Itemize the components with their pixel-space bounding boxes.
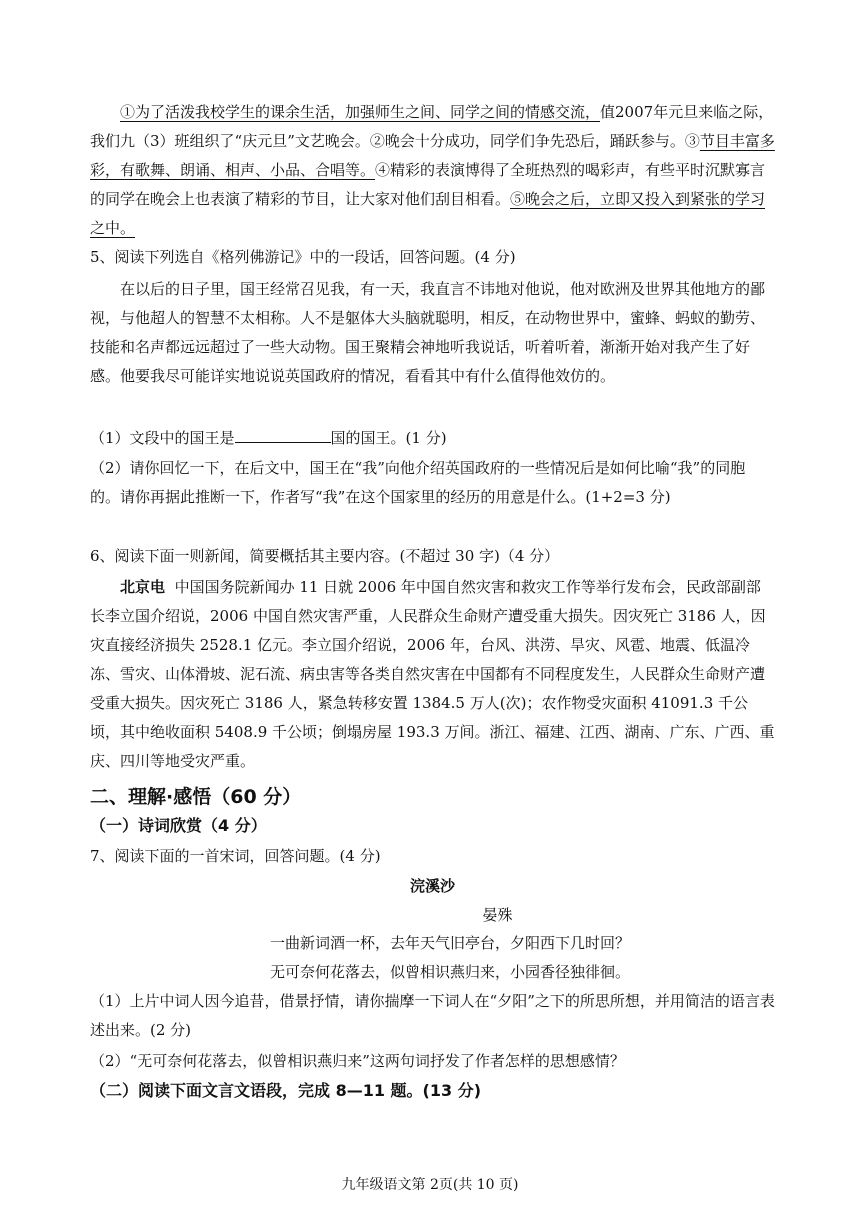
answer-blank[interactable] [235, 426, 331, 443]
section-2-heading: 二、理解·感悟（60 分） [90, 786, 302, 808]
paragraph-revision [90, 98, 775, 243]
poem-line-1: 一曲新词酒一杯，去年天气旧亭台，夕阳西下几时回？ [269, 934, 630, 952]
part-1-heading: （一）诗词欣赏（4 分） [90, 816, 267, 835]
sentence-5: ⑤晚会之后，立即又投入到紧张的学习之中。 [90, 190, 766, 237]
sentence-4: ④精彩的表演博得了全班热烈的喝彩声，有些平时沉默寡言的同学在晚会上也表演了精彩的节目，让大家对他们刮目相看。 [90, 161, 766, 208]
sub-1-suffix: 国的国王。(1 分) [330, 429, 447, 447]
sentence-3: 节目丰富多彩，有歌舞、朗诵、相声、小品、合唱等。 [90, 132, 775, 179]
question-5-sub-1 [90, 424, 775, 453]
page-footer: 九年级语文第 2页(共 10 页) [341, 1177, 519, 1193]
sentence-1: ①为了活泼我校学生的课余生活，加强师生之间、同学之间的情感交流， [120, 103, 601, 121]
sentence-1-tail: 值2007年元旦来临之际，我们九（3）班组织了“庆元旦”文艺晚会。②晚会十分成功，同学们争先恐后，踊跃参与。③ [90, 103, 774, 150]
question-5-title: 5、阅读下列选自《格列佛游记》中的一段话，回答问题。(4 分) [90, 248, 516, 266]
question-6-news [90, 573, 775, 776]
question-7-sub-2: （2）“无可奈何花落去，似曾相识燕归来”这两句词抒发了作者怎样的思想感情？ [90, 1052, 625, 1070]
question-5-sub-2: （2）请你回忆一下，在后文中，国王在“我”向他介绍英国政府的一些情况后是如何比喻“我”的同胞的。请你再据此推断一下，作者写“我”在这个国家里的经历的用意是什么。(1+2=3 分) [90, 459, 746, 506]
poem-line-2: 无可奈何花落去，似曾相识燕归来，小园香径独徘徊。 [269, 963, 630, 981]
sub-1-prefix: （1）文段中的国王是 [90, 429, 235, 447]
poem-title: 浣溪沙 [409, 877, 455, 895]
part-2-heading: （二）阅读下面文言文语段，完成 8—11 题。(13 分) [90, 1081, 482, 1100]
question-5-passage: 在以后的日子里，国王经常召见我，有一天，我直言不讳地对他说，他对欧洲及世界其他地方的鄙视，与他超人的智慧不太相称。人不是躯体大头脑就聪明，相反，在动物世界中，蜜蜂、蚂蚁的勤劳、技能和名声都远远超过了一些大动物。国王聚精会神地听我说话，听着听着，渐渐开始对我产生了好感。他要我尽可能详实地说说英国政府的情况，看看其中有什么值得他效仿的。 [90, 280, 766, 385]
poem-author: 晏殊 [482, 906, 513, 924]
news-body: 中国国务院新闻办 11 日就 2006 年中国自然灾害和救灾工作等举行发布会，民政部副部长李立国介绍说，2006 中国自然灾害严重，人民群众生命财产遭受重大损失。因灾死亡 3186 人，因灾直接经济损失 2528.1 亿元。李立国介绍说，2006 年，台风、洪涝、旱灾、风雹、地震、低温冷冻、雪灾、山体滑坡、泥石流、病虫害等各类自然灾害在中国都有不同程度发生，人民群众生命财产遭受重大损失。因灾死亡 3186 人，紧急转移安置 1384.5 万人(次)；农作物受灾面积 41091.3 千公顷，其中绝收面积 5408.9 千公顷；倒塌房屋 193.3 万间。浙江、福建、江西、湖南、广东、广西、重庆、四川等地受灾严重。 [90, 578, 775, 770]
news-dateline: 北京电 [120, 578, 166, 596]
question-7-title: 7、阅读下面的一首宋词，回答问题。(4 分) [90, 847, 381, 865]
question-6-title: 6、阅读下面一则新闻，简要概括其主要内容。(不超过 30 字)（4 分） [90, 547, 560, 565]
question-7-sub-1: （1）上片中词人因今追昔，借景抒情，请你揣摩一下词人在“夕阳”之下的所思所想，并用简洁的语言表述出来。(2 分) [90, 992, 775, 1039]
